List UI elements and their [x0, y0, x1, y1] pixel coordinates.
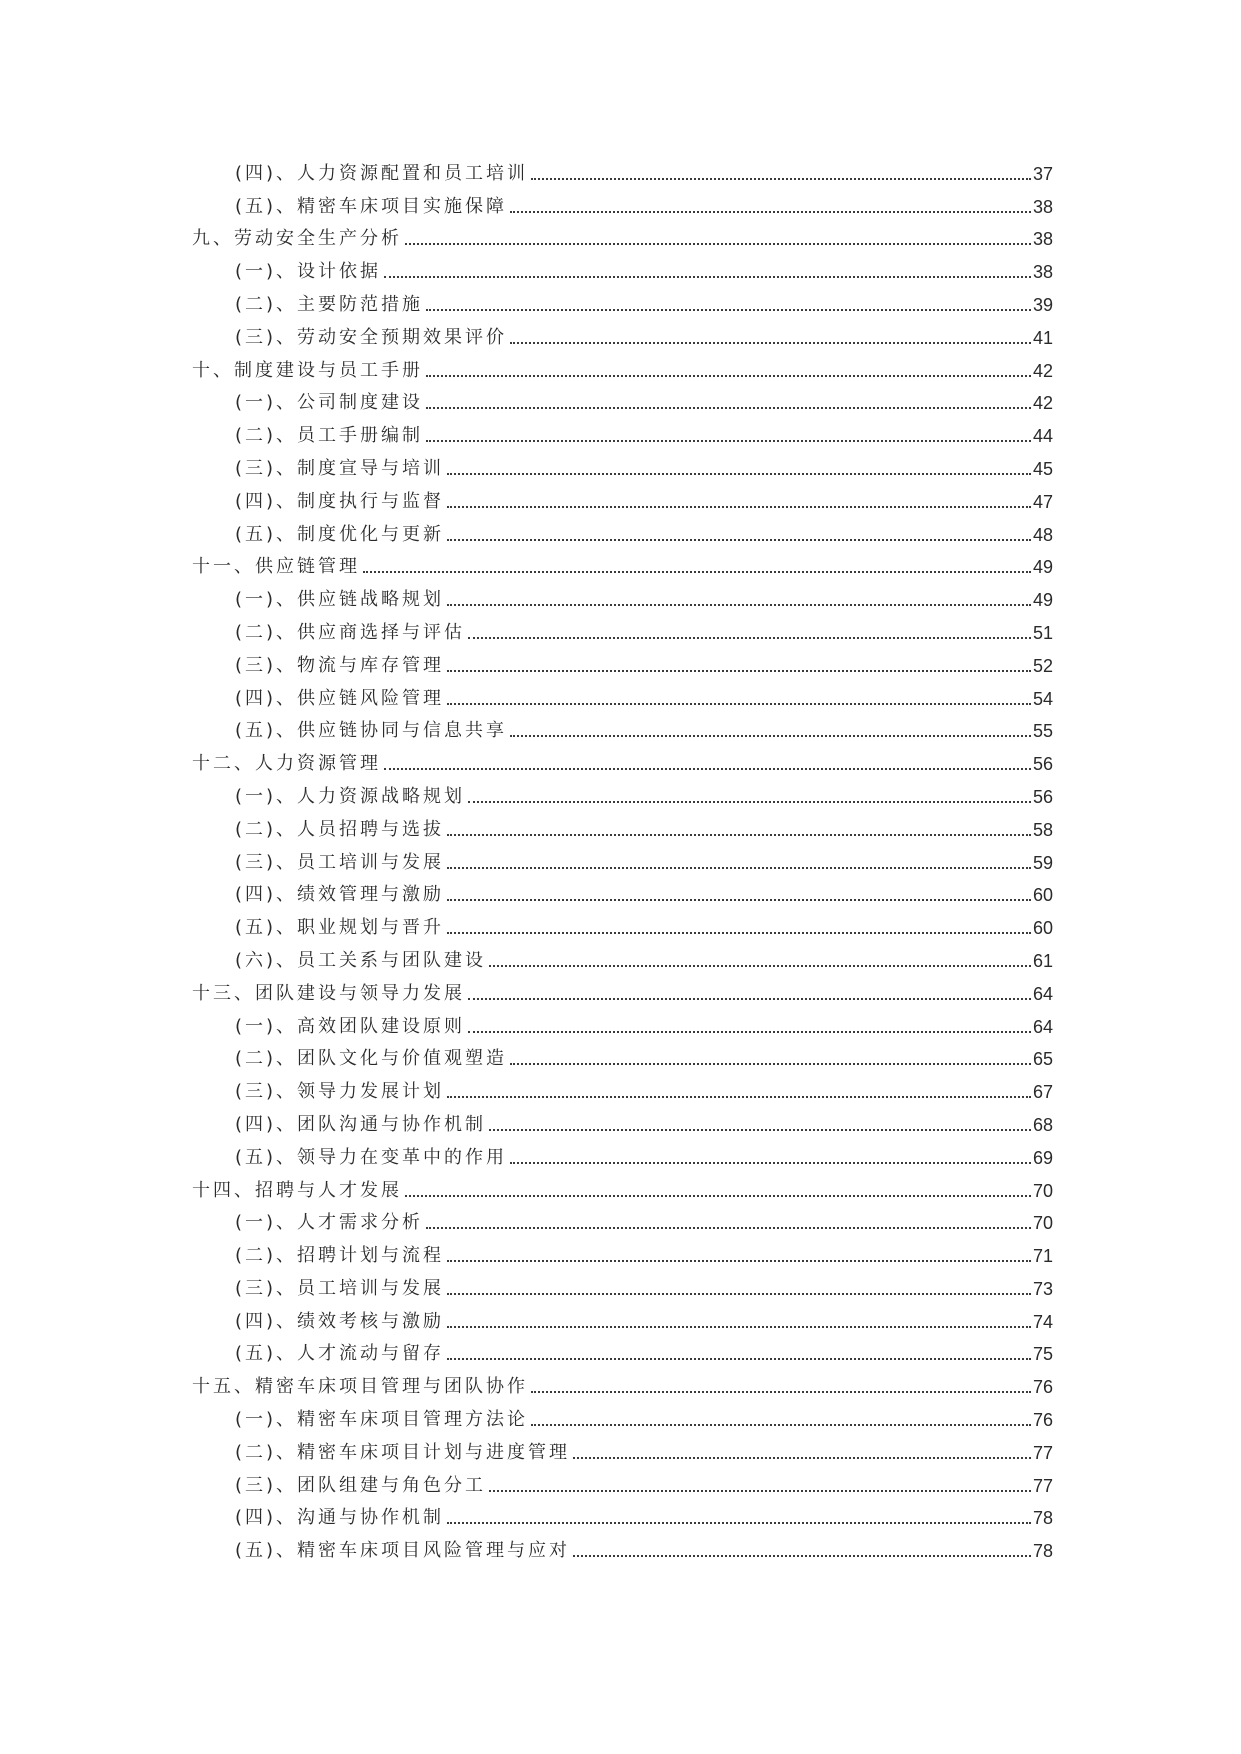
- toc-section-entry[interactable]: [192, 576, 1053, 609]
- toc-entry-label: (三)、制度宣导与培训: [235, 457, 445, 479]
- toc-section-entry[interactable]: [192, 478, 1053, 511]
- toc-dot-leader: [426, 1227, 1031, 1229]
- toc-dot-leader: [405, 243, 1031, 245]
- toc-section-entry[interactable]: [192, 1495, 1053, 1528]
- toc-entry-label: (二)、员工手册编制: [235, 425, 424, 447]
- toc-dot-leader: [426, 440, 1031, 442]
- toc-page-number: 70: [1032, 1213, 1053, 1234]
- toc-page-number: 64: [1032, 1016, 1053, 1037]
- toc-section-entry[interactable]: [192, 642, 1053, 675]
- toc-entry-label: (三)、劳动安全预期效果评价: [235, 326, 508, 348]
- toc-dot-leader: [447, 1096, 1031, 1098]
- toc-page-number: 60: [1032, 918, 1053, 939]
- toc-section-entry[interactable]: [192, 380, 1053, 413]
- table-of-contents: [192, 150, 1053, 1560]
- toc-page-number: 56: [1032, 754, 1053, 775]
- toc-section-entry[interactable]: [192, 806, 1053, 839]
- toc-section-entry[interactable]: [192, 445, 1053, 478]
- toc-dot-leader: [426, 309, 1031, 311]
- toc-page-number: 64: [1032, 983, 1053, 1004]
- toc-page-number: 75: [1032, 1344, 1053, 1365]
- toc-dot-leader: [447, 506, 1031, 508]
- toc-page-number: 56: [1032, 786, 1053, 807]
- toc-entry-label: (五)、人才流动与留存: [235, 1343, 445, 1365]
- toc-entry-label: (四)、绩效管理与激励: [235, 884, 445, 906]
- toc-section-entry[interactable]: [192, 1003, 1053, 1036]
- toc-chapter-entry[interactable]: [192, 544, 1053, 577]
- toc-section-entry[interactable]: [192, 839, 1053, 872]
- toc-chapter-entry[interactable]: [192, 1167, 1053, 1200]
- toc-dot-leader: [447, 834, 1031, 836]
- toc-dot-leader: [510, 735, 1031, 737]
- toc-dot-leader: [573, 1457, 1031, 1459]
- toc-entry-label: (三)、物流与库存管理: [235, 654, 445, 676]
- toc-section-entry[interactable]: [192, 773, 1053, 806]
- toc-entry-label: (三)、团队组建与角色分工: [235, 1474, 487, 1496]
- toc-entry-label: (二)、人员招聘与选拔: [235, 818, 445, 840]
- toc-dot-leader: [510, 342, 1031, 344]
- toc-section-entry[interactable]: [192, 1134, 1053, 1167]
- toc-page-number: 69: [1032, 1147, 1053, 1168]
- toc-page-number: 41: [1032, 327, 1053, 348]
- toc-page-number: 73: [1032, 1278, 1053, 1299]
- toc-section-entry[interactable]: [192, 183, 1053, 216]
- toc-entry-label: (一)、设计依据: [235, 261, 382, 283]
- toc-entry-label: (一)、高效团队建设原则: [235, 1015, 466, 1037]
- toc-page-number: 38: [1032, 196, 1053, 217]
- toc-chapter-entry[interactable]: [192, 740, 1053, 773]
- toc-entry-label: (三)、员工培训与发展: [235, 1277, 445, 1299]
- toc-entry-label: (二)、团队文化与价值观塑造: [235, 1048, 508, 1070]
- toc-section-entry[interactable]: [192, 1200, 1053, 1233]
- toc-entry-label: (四)、绩效考核与激励: [235, 1310, 445, 1332]
- toc-entry-label: (一)、公司制度建设: [235, 392, 424, 414]
- toc-section-entry[interactable]: [192, 1331, 1053, 1364]
- toc-entry-label: (五)、供应链协同与信息共享: [235, 720, 508, 742]
- toc-page-number: 61: [1032, 950, 1053, 971]
- toc-page-number: 54: [1032, 688, 1053, 709]
- toc-section-entry[interactable]: [192, 1396, 1053, 1429]
- toc-dot-leader: [447, 604, 1031, 606]
- toc-page-number: 78: [1032, 1541, 1053, 1562]
- toc-page-number: 76: [1032, 1377, 1053, 1398]
- toc-page-number: 78: [1032, 1508, 1053, 1529]
- toc-dot-leader: [384, 768, 1031, 770]
- toc-dot-leader: [447, 473, 1031, 475]
- toc-page-number: 55: [1032, 721, 1053, 742]
- toc-section-entry[interactable]: [192, 1036, 1053, 1069]
- toc-page-number: 74: [1032, 1311, 1053, 1332]
- toc-entry-label: (三)、员工培训与发展: [235, 851, 445, 873]
- toc-section-entry[interactable]: [192, 1265, 1053, 1298]
- toc-entry-label: (二)、招聘计划与流程: [235, 1245, 445, 1267]
- toc-dot-leader: [489, 965, 1031, 967]
- toc-page-number: 48: [1032, 524, 1053, 545]
- toc-dot-leader: [447, 932, 1031, 934]
- toc-dot-leader: [447, 1293, 1031, 1295]
- toc-page-number: 49: [1032, 590, 1053, 611]
- toc-dot-leader: [468, 998, 1031, 1000]
- toc-dot-leader: [447, 703, 1031, 705]
- toc-section-entry[interactable]: [192, 937, 1053, 970]
- toc-dot-leader: [405, 1195, 1031, 1197]
- toc-page-number: 76: [1032, 1410, 1053, 1431]
- toc-page-number: 49: [1032, 557, 1053, 578]
- toc-dot-leader: [531, 1424, 1031, 1426]
- toc-dot-leader: [510, 1063, 1031, 1065]
- toc-dot-leader: [384, 276, 1031, 278]
- toc-dot-leader: [573, 1555, 1031, 1557]
- toc-entry-label: (五)、职业规划与晋升: [235, 917, 445, 939]
- toc-entry-label: (四)、沟通与协作机制: [235, 1507, 445, 1529]
- toc-dot-leader: [468, 637, 1031, 639]
- toc-page-number: 38: [1032, 229, 1053, 250]
- toc-page-number: 60: [1032, 885, 1053, 906]
- toc-page-number: 37: [1032, 163, 1053, 184]
- toc-section-entry[interactable]: [192, 1101, 1053, 1134]
- toc-section-entry[interactable]: [192, 1298, 1053, 1331]
- toc-dot-leader: [426, 375, 1031, 377]
- toc-dot-leader: [447, 1522, 1031, 1524]
- toc-section-entry[interactable]: [192, 150, 1053, 183]
- toc-dot-leader: [447, 1326, 1031, 1328]
- toc-entry-label: (六)、员工关系与团队建设: [235, 949, 487, 971]
- toc-entry-label: (四)、团队沟通与协作机制: [235, 1113, 487, 1135]
- toc-page-number: 71: [1032, 1246, 1053, 1267]
- toc-entry-label: (五)、精密车床项目实施保障: [235, 195, 508, 217]
- toc-dot-leader: [489, 1490, 1031, 1492]
- toc-entry-label: 十五、精密车床项目管理与团队协作: [192, 1376, 528, 1398]
- toc-section-entry[interactable]: [192, 412, 1053, 445]
- toc-chapter-entry[interactable]: [192, 216, 1053, 249]
- toc-section-entry[interactable]: [192, 1429, 1053, 1462]
- toc-entry-label: (三)、领导力发展计划: [235, 1081, 445, 1103]
- toc-entry-label: (二)、精密车床项目计划与进度管理: [235, 1441, 571, 1463]
- toc-dot-leader: [447, 1358, 1031, 1360]
- toc-entry-label: (四)、人力资源配置和员工培训: [235, 162, 529, 184]
- toc-entry-label: (五)、精密车床项目风险管理与应对: [235, 1540, 571, 1562]
- toc-dot-leader: [489, 1129, 1031, 1131]
- toc-dot-leader: [531, 178, 1031, 180]
- toc-section-entry[interactable]: [192, 609, 1053, 642]
- toc-chapter-entry[interactable]: [192, 1363, 1053, 1396]
- toc-entry-label: (二)、供应商选择与评估: [235, 621, 466, 643]
- toc-section-entry[interactable]: [192, 1462, 1053, 1495]
- toc-dot-leader: [510, 211, 1031, 213]
- toc-dot-leader: [468, 801, 1031, 803]
- toc-dot-leader: [447, 1260, 1031, 1262]
- toc-section-entry[interactable]: [192, 872, 1053, 905]
- toc-entry-label: 十三、团队建设与领导力发展: [192, 982, 465, 1004]
- toc-dot-leader: [531, 1391, 1031, 1393]
- toc-entry-label: 十二、人力资源管理: [192, 753, 381, 775]
- toc-page-number: 77: [1032, 1475, 1053, 1496]
- toc-section-entry[interactable]: [192, 248, 1053, 281]
- toc-entry-label: (一)、精密车床项目管理方法论: [235, 1409, 529, 1431]
- toc-entry-label: (一)、人力资源战略规划: [235, 785, 466, 807]
- toc-page-number: 39: [1032, 294, 1053, 315]
- toc-page-number: 42: [1032, 393, 1053, 414]
- toc-page-number: 42: [1032, 360, 1053, 381]
- toc-section-entry[interactable]: [192, 1068, 1053, 1101]
- toc-section-entry[interactable]: [192, 904, 1053, 937]
- toc-entry-label: (一)、供应链战略规划: [235, 589, 445, 611]
- toc-dot-leader: [363, 571, 1031, 573]
- toc-entry-label: 十四、招聘与人才发展: [192, 1179, 402, 1201]
- toc-dot-leader: [447, 539, 1031, 541]
- toc-page-number: 67: [1032, 1082, 1053, 1103]
- toc-page-number: 65: [1032, 1049, 1053, 1070]
- toc-section-entry[interactable]: [192, 675, 1053, 708]
- toc-page-number: 58: [1032, 819, 1053, 840]
- toc-entry-label: (五)、制度优化与更新: [235, 523, 445, 545]
- toc-page-number: 77: [1032, 1442, 1053, 1463]
- toc-page-number: 45: [1032, 458, 1053, 479]
- toc-entry-label: (四)、供应链风险管理: [235, 687, 445, 709]
- toc-entry-label: (二)、主要防范措施: [235, 293, 424, 315]
- toc-page-number: 47: [1032, 491, 1053, 512]
- toc-section-entry[interactable]: [192, 1232, 1053, 1265]
- toc-section-entry[interactable]: [192, 314, 1053, 347]
- toc-entry-label: 九、劳动安全生产分析: [192, 228, 402, 250]
- toc-dot-leader: [447, 670, 1031, 672]
- toc-dot-leader: [510, 1162, 1031, 1164]
- toc-page-number: 70: [1032, 1180, 1053, 1201]
- toc-entry-label: (四)、制度执行与监督: [235, 490, 445, 512]
- toc-chapter-entry[interactable]: [192, 970, 1053, 1003]
- toc-dot-leader: [426, 407, 1031, 409]
- toc-page-number: 51: [1032, 622, 1053, 643]
- toc-page-number: 68: [1032, 1114, 1053, 1135]
- toc-dot-leader: [468, 1031, 1031, 1033]
- toc-section-entry[interactable]: [192, 511, 1053, 544]
- toc-page-number: 44: [1032, 426, 1053, 447]
- toc-page-number: 59: [1032, 852, 1053, 873]
- toc-page-number: 52: [1032, 655, 1053, 676]
- toc-entry-label: 十一、供应链管理: [192, 556, 360, 578]
- toc-dot-leader: [447, 867, 1031, 869]
- toc-entry-label: 十、制度建设与员工手册: [192, 359, 423, 381]
- toc-chapter-entry[interactable]: [192, 347, 1053, 380]
- toc-page-number: 38: [1032, 262, 1053, 283]
- toc-entry-label: (一)、人才需求分析: [235, 1212, 424, 1234]
- toc-section-entry[interactable]: [192, 1527, 1053, 1560]
- toc-entry-label: (五)、领导力在变革中的作用: [235, 1146, 508, 1168]
- toc-dot-leader: [447, 899, 1031, 901]
- toc-section-entry[interactable]: [192, 281, 1053, 314]
- toc-section-entry[interactable]: [192, 708, 1053, 741]
